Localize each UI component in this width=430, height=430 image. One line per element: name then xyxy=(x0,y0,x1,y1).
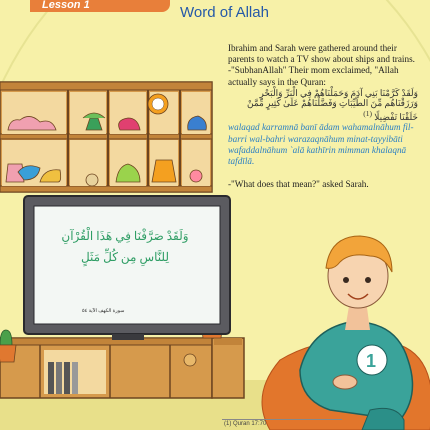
footnote-marker: (1) xyxy=(363,108,372,118)
svg-text:1: 1 xyxy=(366,351,377,371)
footnote: (1) Quran 17:70 xyxy=(224,421,267,427)
tv-stand xyxy=(0,338,244,398)
quran-verse-transliteration: walaqad karramnā banī ādam wahamalnāhum fil-barri wal-bahri warazaqnāhum minat-tayyibāti wafaddalnāhum `alā kathīrin mimman khalaqnā tafdīlā. xyxy=(228,122,414,166)
story-text xyxy=(228,43,418,190)
tv-verse-line-1: وَلَقَدْ صَرَّفْنَا فِي هَذَا الْقُرْآنِ xyxy=(61,229,189,243)
television xyxy=(24,196,230,340)
paragraph-question: -"What does that mean?" asked Sarah. xyxy=(228,179,369,190)
paragraph-mom: -"SubhanAllah" Their mom exclaimed, "Allah actually says in the Quran: xyxy=(228,65,399,87)
boy-illustration xyxy=(300,236,413,430)
page-title: Word of Allah xyxy=(180,4,269,21)
quran-verse-text: وَلَقَدْ كَرَّمْنَا بَنِي آدَمَ وَحَمَلْنَاهُمْ فِي الْبَرِّ وَالْبَحْرِ وَرَزَقْنَاهُم مِّنَ الطَّيِّبَاتِ وَفَضَّلْنَاهُمْ عَلَىٰ كَثِيرٍ مِّمَّنْ خَلَقْنَا تَفْضِيلًا xyxy=(246,87,418,122)
footnote-divider xyxy=(222,419,342,420)
tv-verse-line-2: لِلنَّاسِ مِن كُلِّ مَثَلٍ xyxy=(80,250,170,264)
lesson-tab: Lesson 1 xyxy=(30,0,170,12)
tv-screen-verse xyxy=(50,226,200,268)
quran-verse-arabic xyxy=(228,88,418,123)
paragraph-intro: Ibrahim and Sarah were gathered around their parents to watch a TV show about ships and trains. xyxy=(228,43,415,65)
tv-verse-caption: سورة الكهف الآية ٥٤ xyxy=(82,309,125,314)
